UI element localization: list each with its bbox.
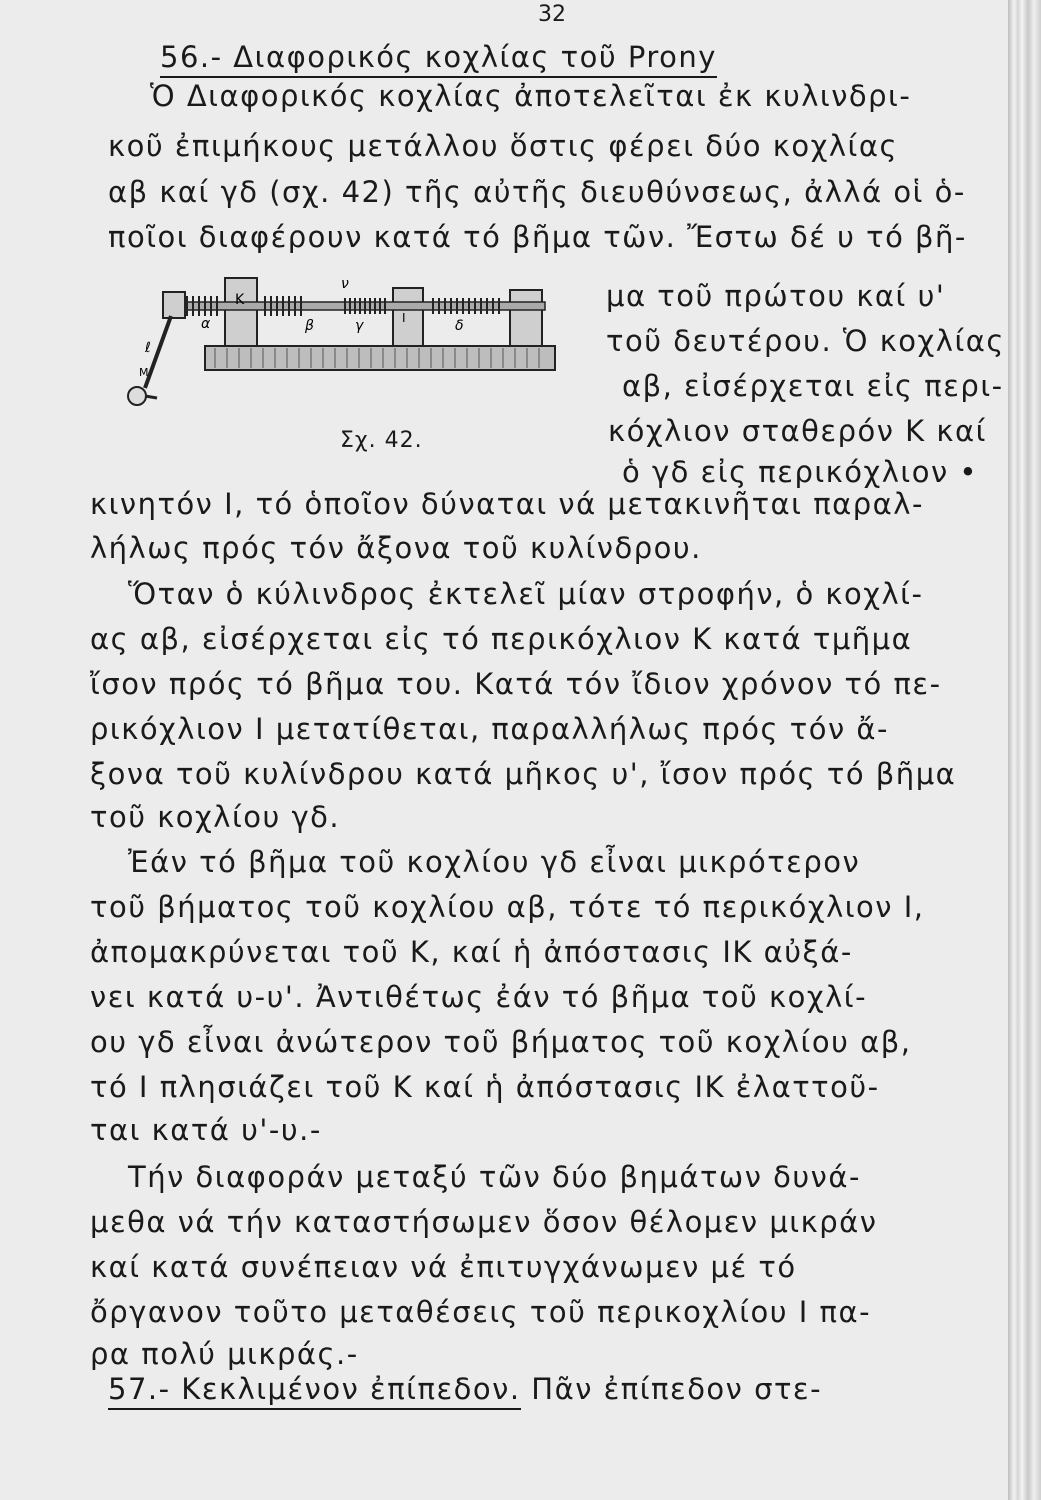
label-delta: δ — [455, 318, 464, 334]
section-56-title: 56.- Διαφορικός κοχλίας τοῦ Prony — [160, 40, 717, 78]
text-line: τοῦ κοχλίου γδ. — [90, 800, 341, 834]
page-edge — [1008, 0, 1041, 1500]
text-line: μα τοῦ πρώτου καί υ' — [606, 279, 946, 313]
text-line: ἴσον πρός τό βῆμα του. Κατά τόν ἴδιον χρόνον τό πε- — [90, 667, 942, 701]
section-57-heading — [108, 1372, 822, 1406]
text-line: τοῦ βήματος τοῦ κοχλίου αβ, τότε τό περικόχλιον Ι, — [90, 890, 925, 924]
label-M: Μ — [139, 366, 149, 379]
section-57-continuation: Πᾶν ἐπίπεδον στε- — [520, 1372, 823, 1406]
label-beta: β — [305, 318, 314, 334]
figure-caption: Σχ. 42. — [340, 428, 423, 453]
text-line: ας αβ, εἰσέρχεται εἰς τό περικόχλιον Κ κατά τμῆμα — [90, 622, 913, 656]
text-line: ται κατά υ'-υ.- — [90, 1113, 322, 1147]
text-line: ἀπομακρύνεται τοῦ Κ, καί ἡ ἀπόστασις ΙΚ αὐξά- — [90, 935, 853, 969]
label-nu: ν — [341, 276, 349, 292]
text-line: ου γδ εἶναι ἀνώτερον τοῦ βήματος τοῦ κοχλίου αβ, — [90, 1025, 912, 1059]
text-line: ὄργανον τοῦτο μεταθέσεις τοῦ περικοχλίου Ι πα- — [90, 1295, 872, 1329]
text-line: ρικόχλιον Ι μετατίθεται, παραλλήλως πρός τόν ἄ- — [90, 712, 889, 746]
text-line: ρα πολύ μικράς.- — [90, 1337, 359, 1371]
label-l: ℓ — [145, 340, 151, 356]
figure-42-differential-screw — [115, 268, 575, 438]
text-line: αβ καί γδ (σχ. 42) τῆς αὐτῆς διευθύνσεως, ἀλλά οἱ ὁ- — [108, 175, 966, 209]
label-K: Κ — [235, 292, 245, 308]
label-alpha: α — [201, 316, 211, 332]
text-line: καί κατά συνέπειαν νά ἐπιτυγχάνωμεν μέ τό — [90, 1250, 797, 1284]
page-number: 32 — [538, 2, 566, 27]
text-line: Τήν διαφοράν μεταξύ τῶν δύο βημάτων δυνά- — [128, 1160, 861, 1194]
text-line: αβ, εἰσέρχεται εἰς περι- — [622, 369, 1004, 403]
text-line: Ὅταν ὁ κύλινδρος ἐκτελεῖ μίαν στροφήν, ὁ κοχλί- — [128, 577, 924, 611]
text-line: νει κατά υ-υ'. Ἀντιθέτως ἐάν τό βῆμα τοῦ κοχλί- — [90, 980, 868, 1014]
text-line: τοῦ δευτέρου. Ὁ κοχλίας — [606, 324, 1005, 358]
text-line: λήλως πρός τόν ἄξονα τοῦ κυλίνδρου. — [90, 531, 702, 565]
text-line: ὁ γδ εἰς περικόχλιον • — [622, 455, 978, 489]
text-line: ξονα τοῦ κυλίνδρου κατά μῆκος υ', ἴσον πρός τό βῆμα — [90, 757, 957, 791]
label-I: Ι — [402, 311, 406, 325]
text-line: Ἐάν τό βῆμα τοῦ κοχλίου γδ εἶναι μικρότερον — [128, 845, 861, 879]
text-line: μεθα νά τήν καταστήσωμεν ὅσον θέλομεν μικράν — [90, 1205, 878, 1239]
text-line: κινητόν Ι, τό ὁποῖον δύναται νά μετακινῆται παραλ- — [90, 487, 924, 521]
text-line: τό Ι πλησιάζει τοῦ Κ καί ἡ ἀπόστασις ΙΚ ἐλαττοῦ- — [90, 1070, 880, 1104]
text-line: κοῦ ἐπιμήκους μετάλλου ὅστις φέρει δύο κοχλίας — [108, 129, 898, 163]
text-line: Ὁ Διαφορικός κοχλίας ἀποτελεῖται ἐκ κυλινδρι- — [150, 79, 912, 113]
text-line: κόχλιον σταθερόν Κ καί — [608, 414, 987, 448]
text-line: ποῖοι διαφέρουν κατά τό βῆμα τῶν. Ἔστω δέ υ τό βῆ- — [108, 220, 967, 254]
section-57-title: 57.- Κεκλιμένον ἐπίπεδον. — [108, 1372, 521, 1410]
label-gamma: γ — [355, 318, 364, 334]
